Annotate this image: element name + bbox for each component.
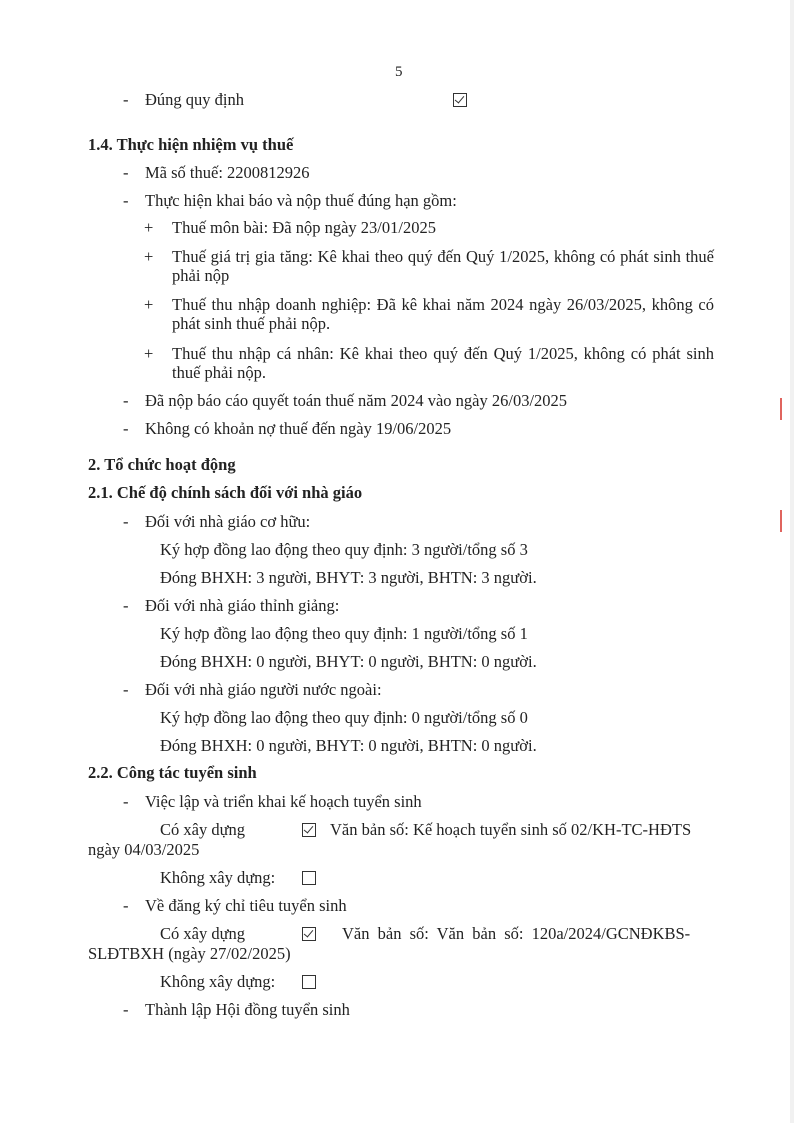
- van-ban-dang-ky-cont-text: SLĐTBXH (ngày 27/02/2025): [88, 944, 291, 963]
- checkbox-empty-icon: [302, 871, 316, 885]
- section-heading-2-2: 2.2. Công tác tuyển sinh: [88, 763, 257, 782]
- checkbox-checked-icon: [302, 823, 316, 837]
- thue-mon-bai-text: Thuế môn bài: Đã nộp ngày 23/01/2025: [172, 218, 436, 237]
- van-ban-dang-ky-text: Văn bản số: Văn bản số: 120a/2024/GCNĐKBS-: [342, 924, 691, 943]
- thinh-giang-bao-hiem-text: Đóng BHXH: 0 người, BHYT: 0 người, BHTN: 0 người.: [160, 652, 537, 671]
- bullet-dash: -: [123, 896, 129, 915]
- van-ban-ke-hoach-cont-text: ngày 04/03/2025: [88, 840, 200, 859]
- bullet-dash: -: [123, 191, 129, 210]
- page-number: 5: [395, 64, 403, 80]
- section-heading-2-1: 2.1. Chế độ chính sách đối với nhà giáo: [88, 483, 363, 502]
- co-huu-hop-dong-text: Ký hợp đồng lao động theo quy định: 3 người/tổng số 3: [160, 540, 528, 559]
- dang-ky-text: Về đăng ký chỉ tiêu tuyển sinh: [145, 896, 347, 915]
- bullet-plus: +: [144, 247, 154, 266]
- bullet-plus: +: [144, 344, 154, 363]
- hoi-dong-text: Thành lập Hội đồng tuyển sinh: [145, 1000, 350, 1019]
- checkbox-empty-icon: [302, 975, 316, 989]
- dung-quy-dinh-label: Đúng quy định: [145, 90, 244, 109]
- co-huu-text: Đối với nhà giáo cơ hữu:: [145, 512, 311, 531]
- nuoc-ngoai-bao-hiem-text: Đóng BHXH: 0 người, BHYT: 0 người, BHTN: 0 người.: [160, 736, 537, 755]
- thue-gtgt-text: Thuế giá trị gia tăng: Kê khai theo quý đến Quý 1/2025, không có phát sinh thuế phải nộp: [172, 247, 714, 285]
- bullet-dash: -: [123, 391, 129, 410]
- khong-xay-dung-label: Không xây dựng:: [160, 972, 276, 991]
- ke-hoach-text: Việc lập và triển khai kế hoạch tuyển sinh: [145, 792, 422, 811]
- no-thue-text: Không có khoản nợ thuế đến ngày 19/06/2025: [145, 419, 452, 438]
- bullet-dash: -: [123, 596, 129, 615]
- co-huu-bao-hiem-text: Đóng BHXH: 3 người, BHYT: 3 người, BHTN: 3 người.: [160, 568, 537, 587]
- page-edge: [790, 0, 794, 1123]
- section-heading-2: 2. Tổ chức hoạt động: [88, 455, 236, 474]
- quyet-toan-text: Đã nộp báo cáo quyết toán thuế năm 2024 vào ngày 26/03/2025: [145, 391, 568, 410]
- nuoc-ngoai-hop-dong-text: Ký hợp đồng lao động theo quy định: 0 người/tổng số 0: [160, 708, 528, 727]
- thinh-giang-hop-dong-text: Ký hợp đồng lao động theo quy định: 1 người/tổng số 1: [160, 624, 528, 643]
- van-ban-ke-hoach-text: Văn bản số: Kế hoạch tuyển sinh số 02/KH-TC-HĐTS: [330, 820, 692, 839]
- bullet-plus: +: [144, 295, 154, 314]
- checkbox-checked-icon: [302, 927, 316, 941]
- thinh-giang-text: Đối với nhà giáo thỉnh giảng:: [145, 596, 340, 615]
- bullet-dash: -: [123, 792, 129, 811]
- thue-tndn-text: Thuế thu nhập doanh nghiệp: Đã kê khai năm 2024 ngày 26/03/2025, không có phát sinh thuế phải nộp.: [172, 295, 714, 333]
- edge-stamp-icon: [772, 398, 794, 538]
- thue-tncn-text: Thuế thu nhập cá nhân: Kê khai theo quý đến Quý 1/2025, không có phát sinh thuế phải nộp.: [172, 344, 714, 382]
- bullet-dash: -: [123, 680, 129, 699]
- ma-so-thue-text: Mã số thuế: 2200812926: [145, 163, 310, 182]
- nuoc-ngoai-text: Đối với nhà giáo người nước ngoài:: [145, 680, 382, 699]
- co-xay-dung-label: Có xây dựng: [160, 820, 246, 839]
- bullet-dash: -: [123, 512, 129, 531]
- khong-xay-dung-label: Không xây dựng:: [160, 868, 276, 887]
- bullet-dash: -: [123, 419, 129, 438]
- checkbox-checked-icon: [453, 93, 467, 107]
- bullet-plus: +: [144, 218, 154, 237]
- bullet-dash: -: [123, 90, 129, 109]
- bullet-dash: -: [123, 163, 129, 182]
- bullet-dash: -: [123, 1000, 129, 1019]
- section-heading-1-4: 1.4. Thực hiện nhiệm vụ thuế: [88, 135, 294, 154]
- khai-bao-text: Thực hiện khai báo và nộp thuế đúng hạn gồm:: [145, 191, 457, 210]
- co-xay-dung-label: Có xây dựng: [160, 924, 246, 943]
